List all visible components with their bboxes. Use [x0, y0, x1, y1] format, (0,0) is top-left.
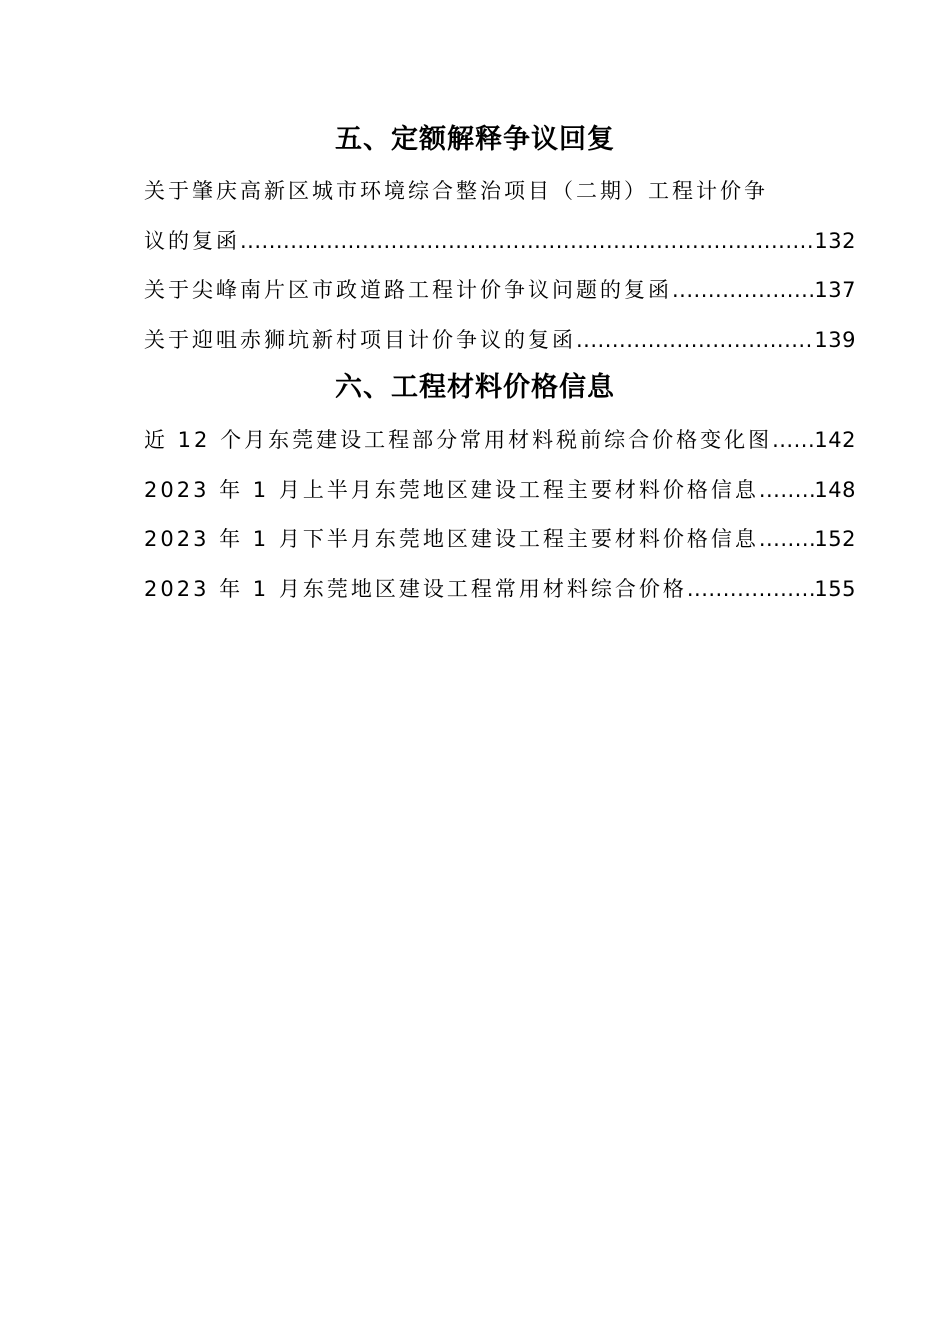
toc-entry-first-line[interactable] [144, 176, 856, 206]
toc-entry-text: 议的复函 [144, 229, 240, 253]
toc-page-number: 137 [814, 278, 856, 302]
toc-page-number: 139 [814, 328, 856, 352]
toc-entry[interactable] [144, 524, 856, 554]
toc-page-number: 142 [814, 428, 856, 452]
toc-entry-text: 近 12 个月东莞建设工程部分常用材料税前综合价格变化图 [144, 428, 773, 452]
toc-entry[interactable] [144, 425, 856, 455]
toc-page-number: 155 [814, 577, 856, 601]
toc-entry-text: 关于迎咀赤狮坑新村项目计价争议的复函 [144, 328, 576, 352]
toc-leader-dots [672, 275, 814, 305]
toc-leader-dots [576, 325, 814, 355]
toc-entry-text: 关于肇庆高新区城市环境综合整治项目（二期）工程计价争 [144, 179, 768, 203]
toc-entry[interactable] [144, 275, 856, 305]
toc-page-number: 148 [814, 478, 856, 502]
toc-entry-text: 关于尖峰南片区市政道路工程计价争议问题的复函 [144, 278, 672, 302]
toc-entry-text: 2023 年 1 月下半月东莞地区建设工程主要材料价格信息 [144, 527, 759, 551]
toc-leader-dots [759, 475, 815, 505]
toc-leader-dots [772, 425, 814, 455]
toc-page-number: 132 [814, 229, 856, 253]
toc-entry-text: 2023 年 1 月东莞地区建设工程常用材料综合价格 [144, 577, 687, 601]
toc-page-number: 152 [814, 527, 856, 551]
section-title-material-prices: 六、工程材料价格信息 [335, 372, 615, 403]
toc-entry[interactable] [144, 475, 856, 505]
toc-leader-dots [759, 524, 815, 554]
toc-entry-text: 2023 年 1 月上半月东莞地区建设工程主要材料价格信息 [144, 478, 759, 502]
toc-entry[interactable] [144, 325, 856, 355]
toc-leader-dots [240, 226, 814, 256]
toc-entry[interactable] [144, 574, 856, 604]
toc-leader-dots [687, 574, 815, 604]
toc-entry[interactable] [144, 226, 856, 256]
section-title-quota-dispute: 五、定额解释争议回复 [335, 124, 615, 155]
